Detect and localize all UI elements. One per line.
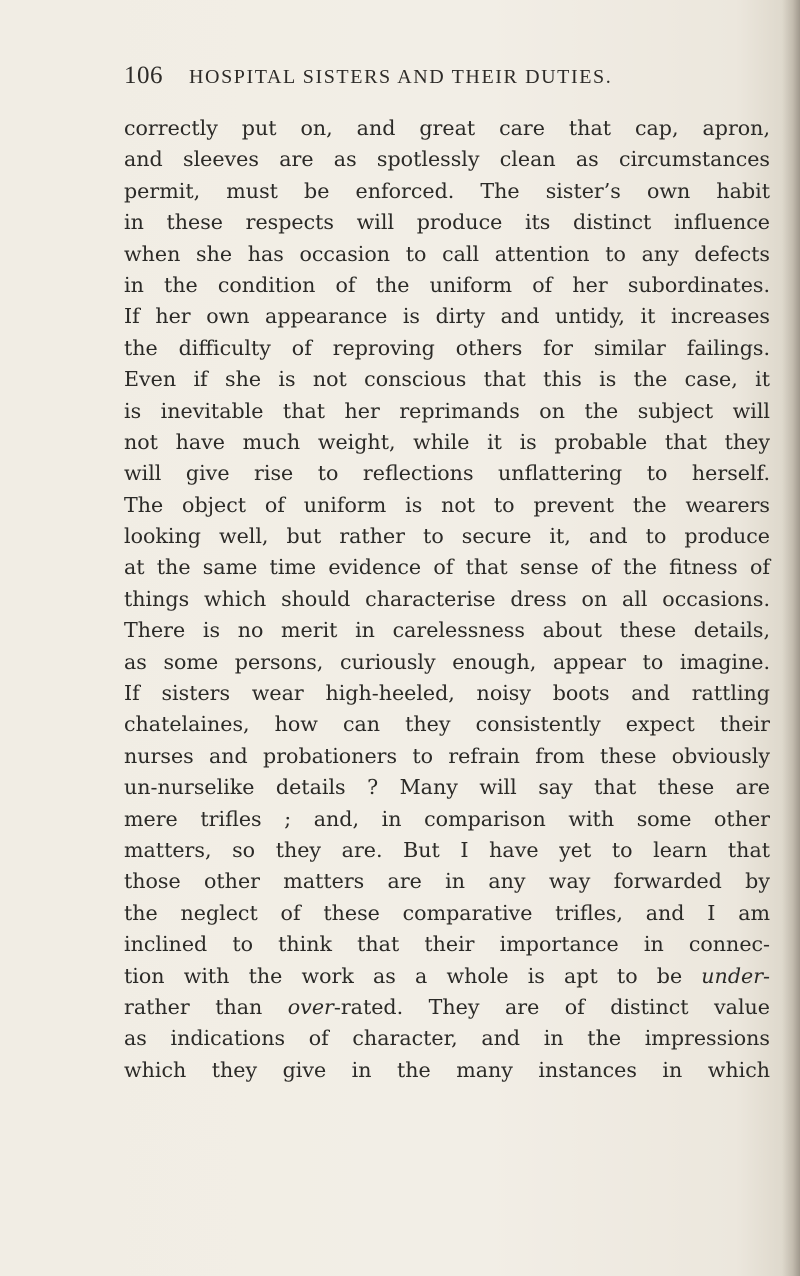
text-segment: tion with the work as a whole is apt to be	[124, 963, 702, 988]
text-line	[124, 741, 770, 772]
text-line	[124, 364, 770, 395]
text-segment: in the condition of the uniform of her subordinates.	[124, 272, 770, 297]
text-line	[124, 835, 770, 866]
italic-text: under-	[701, 963, 770, 988]
text-line	[124, 458, 770, 489]
text-segment: the neglect of these comparative trifles, and I am	[124, 900, 770, 925]
text-line	[124, 396, 770, 427]
text-segment: matters, so they are. But I have yet to learn that	[124, 837, 770, 862]
text-segment: rather than	[124, 994, 288, 1019]
text-line	[124, 772, 770, 803]
text-line	[124, 521, 770, 552]
page-header	[124, 62, 764, 102]
text-segment: at the same time evidence of that sense of the fitness of	[124, 555, 770, 580]
text-line	[124, 113, 770, 144]
text-line	[124, 866, 770, 897]
text-segment: and sleeves are as spotlessly clean as circumstances	[124, 147, 770, 172]
text-segment: There is no merit in carelessness about these details,	[124, 618, 770, 643]
italic-text: over	[287, 994, 334, 1019]
text-line	[124, 804, 770, 835]
text-segment: which they give in the many instances in which	[124, 1057, 770, 1082]
text-line	[124, 333, 770, 364]
text-segment: -rated. They are of distinct value	[333, 994, 770, 1019]
text-line	[124, 1023, 770, 1054]
text-segment: nurses and probationers to refrain from these obviously	[124, 743, 770, 768]
text-line	[124, 584, 770, 615]
text-line	[124, 1055, 770, 1086]
text-segment: as some persons, curiously enough, appear to imagine.	[124, 649, 770, 674]
text-line	[124, 427, 770, 458]
text-segment: inclined to think that their importance in connec-	[124, 932, 770, 957]
text-segment: will give rise to reflections unflattering to herself.	[124, 461, 770, 486]
text-segment: the difficulty of reproving others for similar failings.	[124, 335, 770, 360]
text-line	[124, 992, 770, 1023]
text-segment: as indications of character, and in the impressions	[124, 1026, 770, 1051]
text-line	[124, 207, 770, 238]
text-line	[124, 615, 770, 646]
text-line	[124, 144, 770, 175]
text-line	[124, 647, 770, 678]
text-segment: If her own appearance is dirty and untidy, it increases	[124, 304, 770, 329]
text-line	[124, 678, 770, 709]
text-segment: chatelaines, how can they consistently expect their	[124, 712, 770, 737]
text-segment: those other matters are in any way forwarded by	[124, 869, 770, 894]
text-line	[124, 176, 770, 207]
text-segment: The object of uniform is not to prevent the wearers	[124, 492, 770, 517]
page-number: 106	[124, 62, 163, 89]
text-segment: mere trifles ; and, in comparison with some other	[124, 806, 770, 831]
text-segment: Even if she is not conscious that this is the case, it	[124, 367, 770, 392]
text-line	[124, 490, 770, 521]
text-segment: If sisters wear high-heeled, noisy boots and rattling	[124, 681, 770, 706]
text-segment: permit, must be enforced. The sister’s own habit	[124, 178, 770, 203]
text-segment: in these respects will produce its distinct influence	[124, 210, 770, 235]
body-text	[124, 113, 770, 1086]
text-segment: un-nurselike details ? Many will say that these are	[124, 775, 770, 800]
text-segment: is inevitable that her reprimands on the subject will	[124, 398, 770, 423]
text-segment: not have much weight, while it is probable that they	[124, 429, 770, 454]
text-line	[124, 552, 770, 583]
text-segment: looking well, but rather to secure it, and to produce	[124, 524, 770, 549]
page-edge-shadow	[782, 0, 800, 1276]
text-line	[124, 898, 770, 929]
text-line	[124, 709, 770, 740]
text-segment: when she has occasion to call attention to any defects	[124, 241, 770, 266]
running-title: HOSPITAL SISTERS AND THEIR DUTIES.	[189, 66, 613, 88]
text-line	[124, 961, 770, 992]
text-line	[124, 301, 770, 332]
text-segment: things which should characterise dress on all occasions.	[124, 586, 770, 611]
text-segment: correctly put on, and great care that cap, apron,	[124, 116, 770, 140]
text-line	[124, 929, 770, 960]
text-line	[124, 270, 770, 301]
text-line	[124, 239, 770, 270]
